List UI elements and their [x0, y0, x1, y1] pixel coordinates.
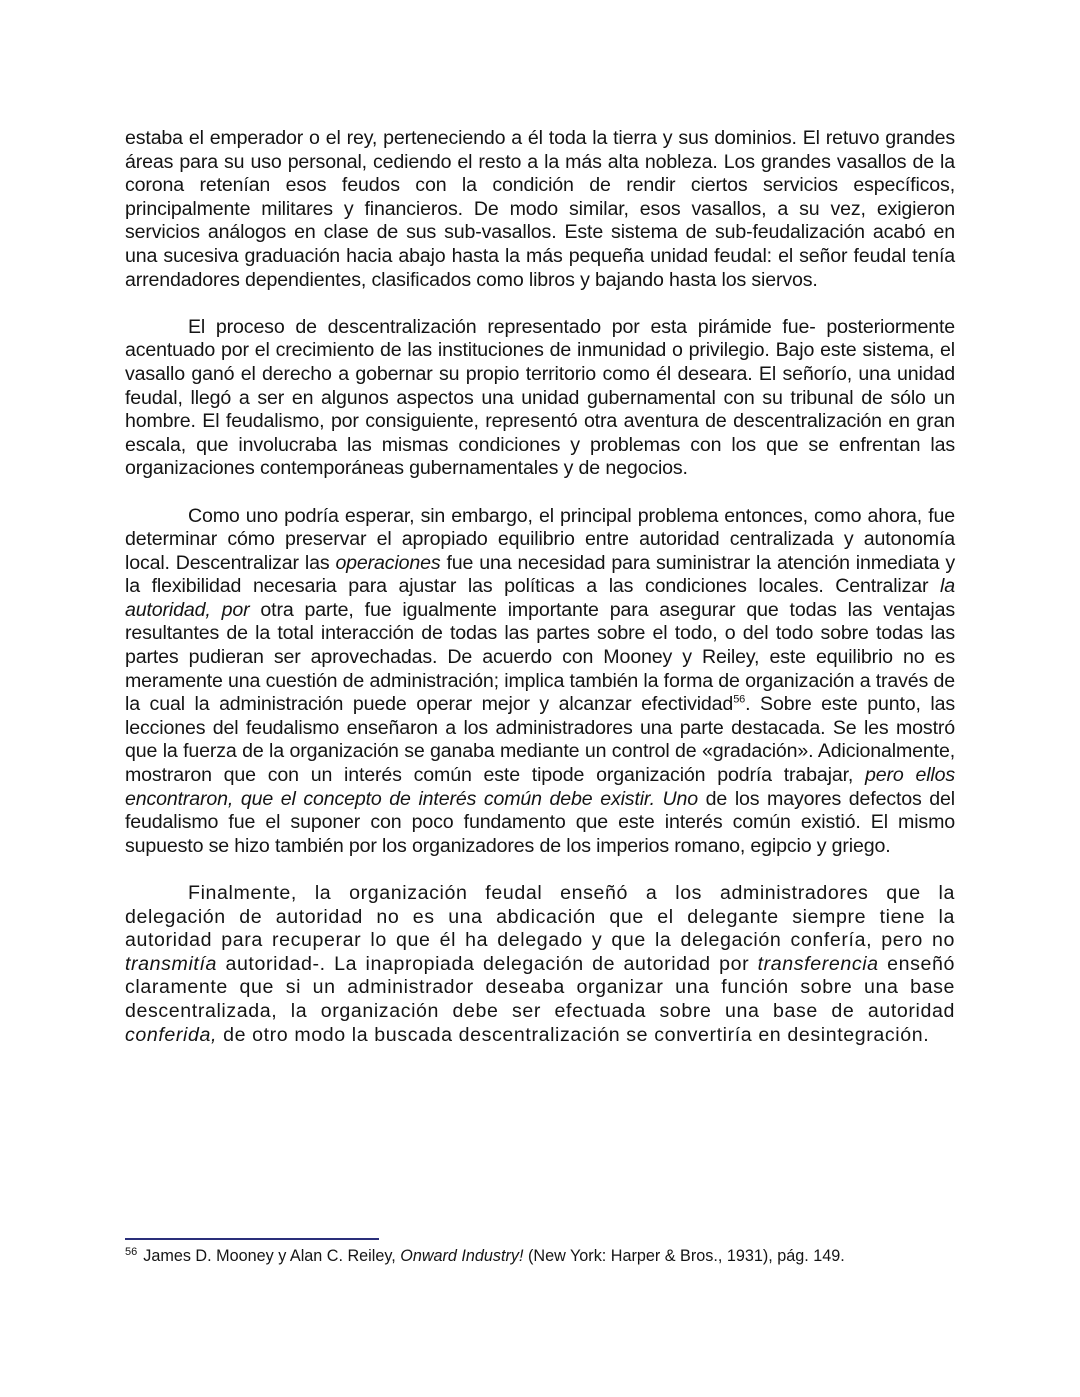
emphasis-text: pero ellos encontraron, que el concepto de interés común debe existir. Uno [125, 764, 955, 810]
emphasis-text: operaciones [335, 551, 441, 574]
paragraph-text: de los mayores defectos del feudalismo fue el suponer con poco fundamento que este interés común existió. El mismo supuesto se hizo también por los organizadores de los imperios romano, egipcio y griego. [125, 787, 955, 857]
paragraph-text: Finalmente, la organización feudal enseñó a los administradores que la delegación de autoridad no es una abdicación que el delegante siempre tiene la autoridad para recuperar lo que él ha delegado y que la delegación confería, pero no [125, 882, 955, 952]
paragraph-text: fue una necesidad para suministrar la atención inmediata y la flexibilidad necesaria para ajustar las políticas a las condiciones locales. Centralizar [125, 551, 955, 598]
footnote-text-after: (New York: Harper & Bros., 1931), pág. 149. [523, 1247, 845, 1265]
footnote [125, 1245, 955, 1267]
emphasis-text: conferida, [125, 1023, 218, 1046]
footnote-separator [125, 1238, 379, 1240]
paragraph-text: enseñó claramente que si un administrador deseaba organizar una función sobre una base descentralizada, la organización debe ser efectuada sobre una base de autoridad [125, 952, 955, 1022]
paragraph-text: autoridad-. La inapropiada delegación de autoridad por [217, 952, 758, 975]
emphasis-text: transmitía [125, 952, 218, 975]
emphasis-text: la autoridad, por [125, 575, 955, 621]
paragraph-text: estaba el emperador o el rey, perteneciendo a él toda la tierra y sus dominios. El retuvo grandes áreas para su uso personal, cediendo el resto a la más alta nobleza. Los grandes vasallos de la corona retenían esos feudos con la condición de rendir ciertos servicios específicos, principalmente militares y financieros. De modo similar, esos vasallos, a su vez, exigieron servicios análogos en clase de sus sub-vasallos. Este sistema de sub-feudalización acabó en una sucesiva graduación hacia abajo hasta la más pequeña unidad feudal: el señor feudal tenía arrendadores dependientes, clasificados como libros y bajando hasta los siervos. [125, 127, 955, 291]
document-body [125, 127, 955, 1071]
paragraph [125, 316, 955, 481]
footnote-number: 56 [125, 1246, 138, 1258]
paragraph-text: Como uno podría esperar, sin embargo, el principal problema entonces, como ahora, fue determinar cómo preservar el apropiado equilibrio entre autoridad centralizada y autonomía local. Descentralizar las [125, 504, 955, 574]
paragraph [125, 882, 955, 1047]
footnote-reference: 56 [733, 693, 746, 706]
emphasis-text: transferencia [757, 952, 879, 975]
paragraph-text: El proceso de descentralización representado por esta pirámide fue- posteriormente acentuado por el crecimiento de las instituciones de inmunidad o privilegio. Bajo este sistema, el vasallo ganó el derecho a gobernar su propio territorio como él deseara. El señorío, una unidad feudal, llegó a ser en algunos aspectos una unidad gubernamental con su tribunal de sólo un hombre. El feudalismo, por consiguiente, representó otra aventura de descentralización en gran escala, que involucraba las mismas condiciones y problemas con los que se enfrentan las organizaciones contemporáneas gubernamentales y de negocios. [125, 315, 955, 480]
footnote-text-before: James D. Mooney y Alan C. Reiley, [143, 1247, 401, 1265]
paragraph [125, 505, 955, 859]
paragraph [125, 127, 955, 292]
footnote-title: Onward Industry! [400, 1247, 524, 1265]
paragraph-text: otra parte, fue igualmente importante para asegurar que todas las ventajas resultantes de la total interacción de todas las partes sobre el todo, o del todo sobre todas las partes pudieran ser aprovechadas. De acuerdo con Mooney y Reiley, este equilibrio no es meramente una cuestión de administración; implica también la forma de organización a través de la cual la administración puede operar mejor y alcanzar efectividad [125, 598, 955, 716]
paragraph-text: . Sobre este punto, las lecciones del feudalismo enseñaron a los administradores una parte destacada. Se les mostró que la fuerza de la organización se ganaba mediante un control de «gradación». Adicionalmente, mostraron que con un interés común este tipode organización podría trabajar, [125, 693, 955, 787]
paragraph-text: de otro modo la buscada descentralización se convertiría en desintegración. [217, 1023, 930, 1046]
